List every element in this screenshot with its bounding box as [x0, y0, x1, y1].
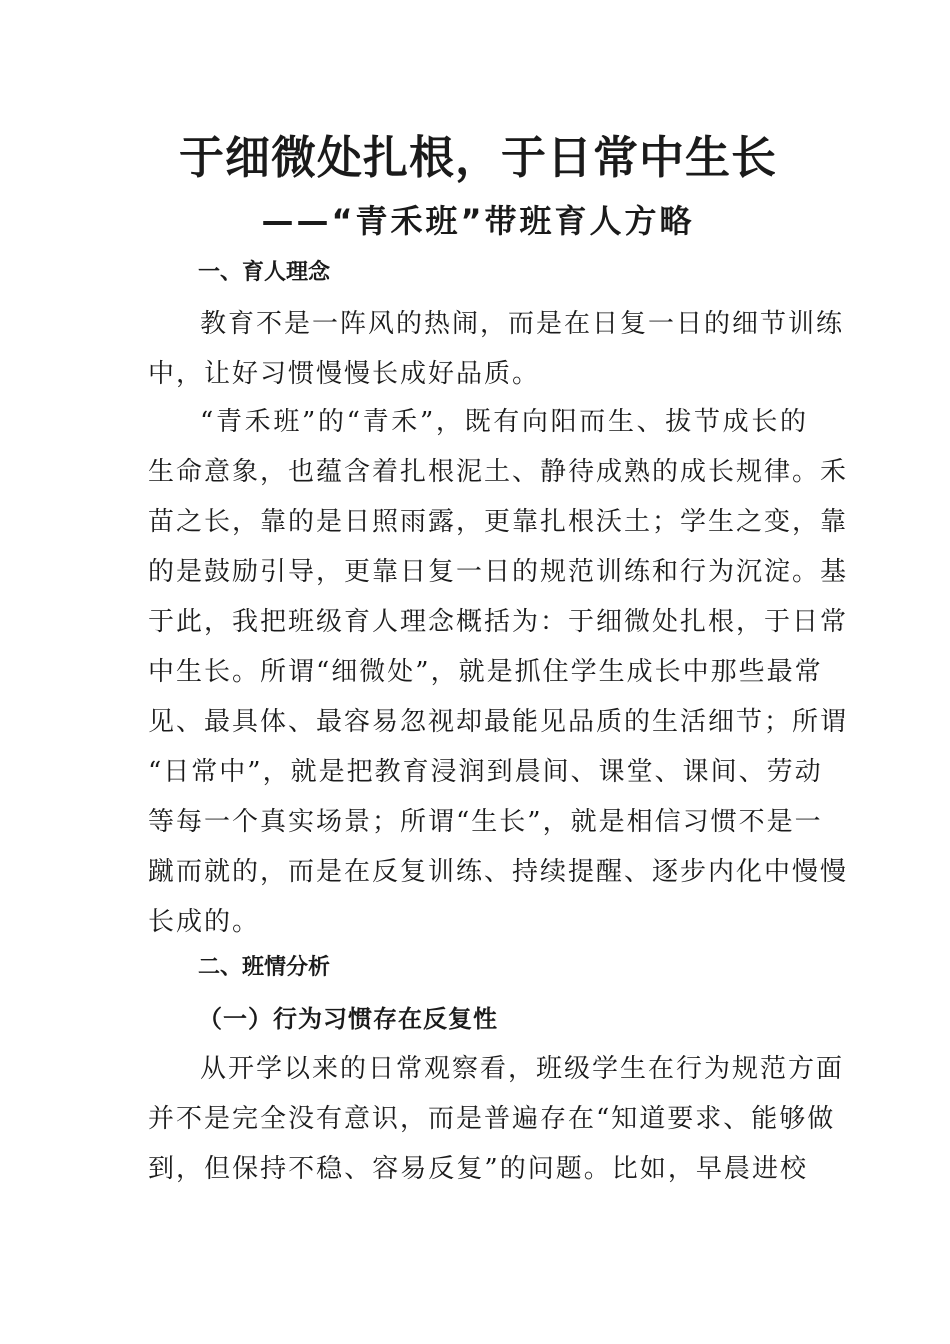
paragraph-line: 等每一个真实场景；所谓“生长”，就是相信习惯不是一	[148, 807, 823, 837]
subsection-heading: （一）行为习惯存在反复性	[198, 1005, 498, 1033]
paragraph-line: 从开学以来的日常观察看，班级学生在行为规范方面	[200, 1054, 845, 1084]
section-heading: 二、班情分析	[198, 955, 331, 980]
paragraph	[148, 397, 849, 947]
paragraph-line: 苗之长，靠的是日照雨露，更靠扎根沃土；学生之变，靠	[148, 507, 849, 537]
paragraph	[148, 1044, 845, 1194]
paragraph-line: 教育不是一阵风的热闹，而是在日复一日的细节训练	[200, 309, 845, 339]
paragraph-line: 生命意象，也蕴含着扎根泥土、静待成熟的成长规律。禾	[148, 457, 849, 487]
paragraph-line: 于此，我把班级育人理念概括为：于细微处扎根，于日常	[148, 607, 849, 637]
paragraph-line: 到，但保持不稳、容易反复”的问题。比如，早晨进校	[148, 1154, 808, 1184]
document-subtitle: ——“青禾班”带班育人方略	[261, 202, 695, 240]
paragraph-line: 中生长。所谓“细微处”，就是抓住学生成长中那些最常	[148, 657, 823, 687]
paragraph-line: “日常中”，就是把教育浸润到晨间、课堂、课间、劳动	[148, 757, 823, 787]
section-heading: 一、育人理念	[198, 260, 331, 285]
paragraph-line: 见、最具体、最容易忽视却最能见品质的生活细节；所谓	[148, 707, 849, 737]
paragraph-line: 中，让好习惯慢慢长成好品质。	[148, 359, 541, 389]
document-title: 于细微处扎根，于日常中生长	[178, 131, 777, 184]
paragraph-line: 蹴而就的，而是在反复训练、持续提醒、逐步内化中慢慢	[148, 857, 849, 887]
paragraph-line: 长成的。	[148, 907, 261, 937]
paragraph-line: 并不是完全没有意识，而是普遍存在“知道要求、能够做	[148, 1104, 836, 1134]
paragraph-line: “青禾班”的“青禾”，既有向阳而生、拔节成长的	[200, 407, 808, 437]
paragraph-line: 的是鼓励引导，更靠日复一日的规范训练和行为沉淀。基	[148, 557, 849, 587]
paragraph	[148, 299, 845, 399]
